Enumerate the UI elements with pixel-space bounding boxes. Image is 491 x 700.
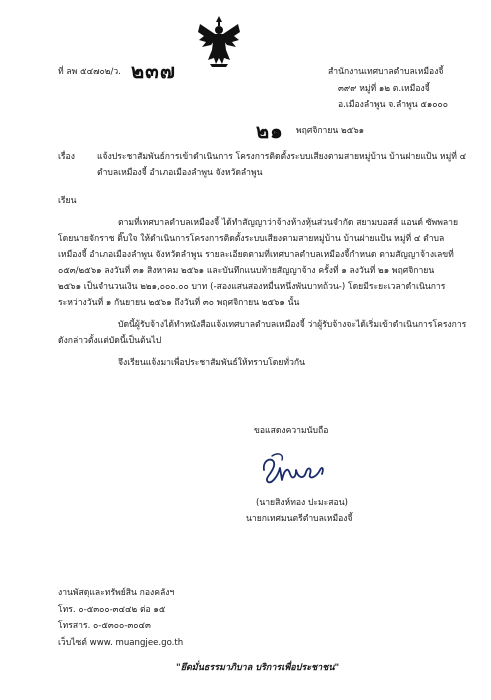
body-p3-line: จึงเรียนแจ้งมาเพื่อประชาสัมพันธ์ให้ทราบโดยทั่วกัน (118, 358, 305, 368)
office-name: สำนักงานเทศบาลตำบลเหมืองจี้ (328, 67, 444, 77)
body-p1-line: ๐๕๓/๒๕๖๑ ลงวันที่ ๓๑ สิงหาคม ๒๕๖๑ และบันทึกแนบท้ายสัญญาจ้าง ครั้งที่ ๑ ลงวันที่ ๒๑ พฤศจิกายน (58, 266, 435, 276)
date-day-handwritten: ๒๑ (256, 119, 284, 143)
handwritten-signature (258, 448, 328, 486)
garuda-emblem-icon (196, 14, 242, 68)
body-p1-line: ระหว่างวันที่ ๑ กันยายน ๒๕๖๑ ถึงวันที่ ๓๐ พฤศจิกายน ๒๕๖๑ นั้น (58, 298, 300, 308)
office-address-line1: ๓๙๙ หมู่ที่ ๑๒ ต.เหมืองจี้ (338, 84, 430, 94)
letter-date: พฤศจิกายน ๒๕๖๑ (296, 126, 365, 136)
salutation: เรียน (58, 196, 77, 206)
footer-phone: โทร. ๐-๕๓๐๐-๓๔๔๒ ต่อ ๑๕ (58, 605, 166, 615)
footer-website: เว็บไซต์ www. muangjee.go.th (58, 638, 184, 648)
body-p1-line: เหมืองจี้ อำเภอเมืองลำพูน จังหวัดลำพูน รายละเอียดตามที่เทศบาลตำบลเหมืองจี้กำหนด ตามสัญญาจ้างเลขที่ (58, 250, 454, 260)
footer-fax: โทรสาร. ๐-๕๓๐๐-๓๐๔๓ (58, 621, 151, 631)
office-address-line2: อ.เมืองลำพูน จ.ลำพูน ๕๑๐๐๐ (338, 100, 449, 110)
footer-department: งานพัสดุและทรัพย์สิน กองคลังฯ (58, 588, 175, 598)
closing-phrase: ขอแสดงความนับถือ (254, 426, 329, 436)
signer-position: นายกเทศมนตรีตำบลเหมืองจี้ (246, 514, 353, 524)
reference-prefix: ที่ ลพ ๕๔๗๐๒/ว. (58, 67, 121, 77)
body-p1-line: โดยนายจักราช ติ๊บใจ ให้ดำเนินการโครงการติดตั้งระบบเสียงตามสายหมู่บ้าน บ้านฝายแป้น หมู่ที่ ๔ ตำบล (58, 234, 445, 244)
footer-motto: "ยึดมั่นธรรมาภิบาล บริการเพื่อประชาชน" (176, 663, 340, 673)
subject-line1: แจ้งประชาสัมพันธ์การเข้าดำเนินการ โครงการติดตั้งระบบเสียงตามสายหมู่บ้าน บ้านฝายแป้น หมู่ที่ ๔ (97, 152, 467, 162)
reference-number-handwritten: ๒๓๗ (131, 59, 176, 83)
subject-label: เรื่อง (58, 152, 75, 162)
body-p1-line: ๒๕๖๑ เป็นจำนวนเงิน ๒๒๑,๐๐๐.๐๐ บาท (-สองแสนสองหมื่นหนึ่งพันบาทถ้วน-) โดยมีระยะเวลาดำเนินการ (58, 282, 446, 292)
body-p2-line: บัดนี้ผู้รับจ้างได้ทำหนังสือแจ้งเทศบาลตำบลเหมืองจี้ ว่าผู้รับจ้างจะได้เริ่มเข้าดำเนินการโครงการ (118, 320, 467, 330)
reference-number (58, 66, 121, 79)
body-p2-line: ดังกล่าวตั้งแต่บัดนี้เป็นต้นไป (58, 336, 162, 346)
body-p1-line: ตามที่เทศบาลตำบลเหมืองจี้ ได้ทำสัญญาว่าจ้างห้างหุ้นส่วนจำกัด สยามบอสส์ แอนด์ ซัพพลาย (118, 218, 459, 228)
subject-line2: ตำบลเหมืองจี้ อำเภอเมืองลำพูน จังหวัดลำพูน (97, 168, 263, 178)
signer-name: (นายสิงห์ทอง ปะมะสอน) (256, 498, 348, 508)
